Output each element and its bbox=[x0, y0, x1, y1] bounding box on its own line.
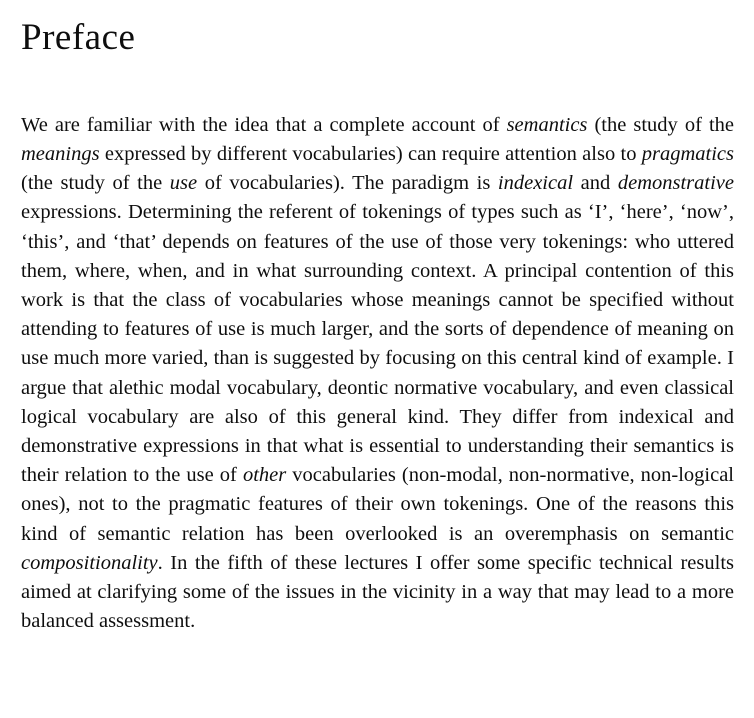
text-run: and bbox=[573, 172, 618, 195]
text-run: (the study of the bbox=[587, 113, 734, 136]
page-title: Preface bbox=[21, 17, 136, 58]
text-run: We are familiar with the idea that a complete account of bbox=[21, 113, 507, 136]
italic-term: meanings bbox=[21, 142, 100, 165]
text-run: expressed by different vocabularies) can require attention also to bbox=[99, 142, 642, 165]
italic-term: demonstrative bbox=[617, 172, 734, 195]
text-run: expressions. Determining the referent of tokenings of types such as ‘I’, ‘here’, ‘now’, ‘this’, and ‘that’ depends on features of the use of those very tokenings: who uttered them, where, when, and in what surrounding context. A principal contention of this work is that the class of vocabularies whose meanings cannot be specified without attending to features of use is much larger, and the sorts of dependence of meaning on use much more varied, than is suggested by focusing on this central kind of example. I argue that alethic modal vocabulary, deontic normative vocabulary, and even classical logical vocabulary are also of this general kind. They differ from indexical and demonstrative expressions in that what is essential to understanding their semantics is their relation to the use of bbox=[21, 201, 734, 487]
italic-term: other bbox=[242, 464, 287, 487]
text-run: of vocabularies). The paradigm is bbox=[197, 172, 498, 195]
italic-term: compositionality bbox=[21, 551, 158, 574]
italic-term: semantics bbox=[506, 113, 588, 136]
italic-term: indexical bbox=[497, 172, 574, 195]
preface-paragraph bbox=[21, 111, 734, 637]
text-run: vocabularies (non-modal, non-normative, non-logical ones), not to the pragmatic features of their own tokenings. One of the reasons this kind of semantic relation has been overlooked is an overemphasis on semantic bbox=[21, 464, 734, 545]
italic-term: pragmatics bbox=[641, 142, 734, 165]
italic-term: use bbox=[169, 172, 198, 195]
text-run: (the study of the bbox=[21, 172, 170, 195]
text-run: . In the fifth of these lectures I offer some specific technical results aimed at clarifying some of the issues in the vicinity in a way that may lead to a more balanced assessment. bbox=[21, 551, 734, 633]
